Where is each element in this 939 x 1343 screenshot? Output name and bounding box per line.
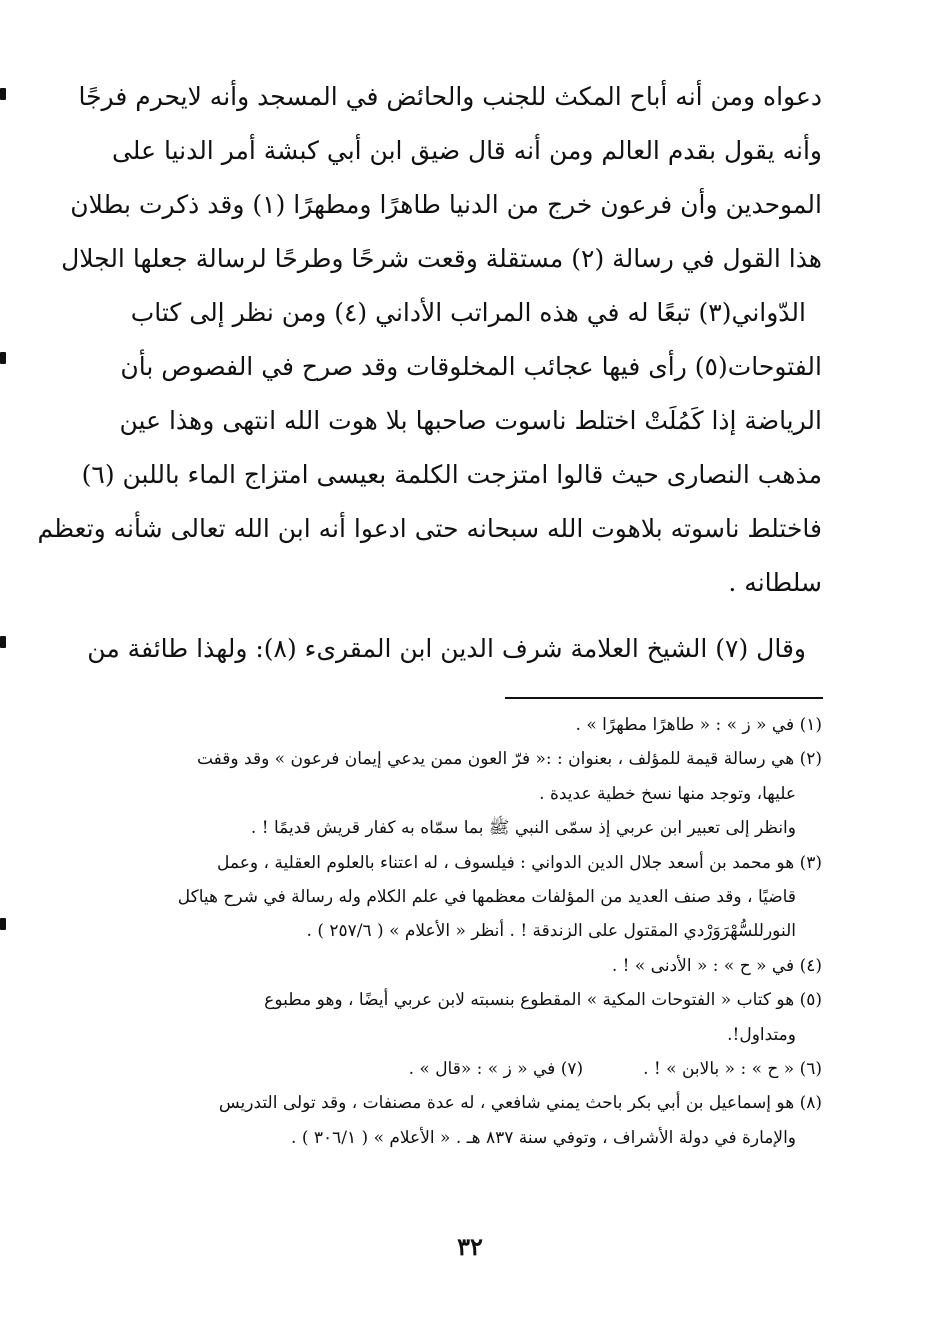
main-text-line: الرياضة إذا كَمُلَتْ اختلط ناسوت صاحبها بلا هوت الله انتهى وهذا عين <box>119 406 822 435</box>
footnote-3: (٣) هو محمد بن أسعد جلال الدين الدواني : فيلسوف ، له اعتناء بالعلوم العقلية ، وعمل <box>217 852 822 873</box>
main-text-line: مذهب النصارى حيث قالوا امتزجت الكلمة بعيسى امتزاج الماء باللبن (٦) <box>81 460 822 489</box>
footnote-3-continuation: قاضيًا ، وقد صنف العديد من المؤلفات معظمها في علم الكلام وله رسالة في شرح هياكل <box>177 886 796 907</box>
footnote-7: (٧) في « ز » : «قال » . <box>408 1058 584 1079</box>
footnote-6: (٦) « ح » : « بالابن » ! . <box>643 1058 822 1079</box>
scan-mark <box>0 918 6 930</box>
main-text-line: الدّواني(٣) تبعًا له في هذه المراتب الأداني (٤) ومن نظر إلى كتاب <box>130 298 806 327</box>
page-number: ٣٢ <box>457 1232 483 1261</box>
footnote-8: (٨) هو إسماعيل بن أبي بكر باحث يمني شافعي ، له عدة مصنفات ، وقد تولى التدريس <box>218 1093 822 1114</box>
scan-mark <box>0 352 6 364</box>
main-text-line: وقال (٧) الشيخ العلامة شرف الدين ابن المقرىء (٨): ولهذا طائفة من <box>87 634 806 663</box>
footnotes <box>118 708 822 1155</box>
main-text <box>37 70 822 676</box>
footnote-5-continuation: ومتداول!. <box>727 1024 796 1045</box>
footnotes-6-7-row <box>118 1052 822 1086</box>
main-text-line: سلطانه . <box>728 568 822 597</box>
footnote-2-continuation: وانظر إلى تعبير ابن عربي إذ سمّى النبي ﷺ بما سمّاه به كفار قريش قديمًا ! . <box>250 818 796 839</box>
footnote-2-continuation: عليها، وتوجد منها نسخ خطية عديدة . <box>539 783 796 804</box>
footnote-separator <box>505 697 823 699</box>
scan-mark <box>0 636 6 648</box>
main-text-line: فاختلط ناسوته بلاهوت الله سبحانه حتى ادعوا أنه ابن الله تعالى شأنه وتعظم <box>37 514 822 543</box>
main-text-line: دعواه ومن أنه أباح المكث للجنب والحائض في المسجد وأنه لايحرم فرجًا <box>78 82 822 111</box>
footnote-2: (٢) هي رسالة قيمة للمؤلف ، بعنوان : :« فرّ العون ممن يدعي إيمان فرعون » وقد وقفت <box>196 749 822 770</box>
footnote-1: (١) في « ز » : « طاهرًا مطهرًا » . <box>575 715 822 735</box>
scan-mark <box>0 88 6 100</box>
footnote-8-continuation: والإمارة في دولة الأشراف ، وتوفي سنة ٨٣٧ هـ . « الأعلام » ( ٣٠٦/١ ) . <box>291 1127 796 1148</box>
footnote-5: (٥) هو كتاب « الفتوحات المكية » المقطوع بنسبته لابن عربي أيضًا ، وهو مطبوع <box>264 990 822 1011</box>
footnote-3-continuation: النورللسُّهْرَوَرْدي المقتول على الزندقة ! . أنظر « الأعلام » ( ٢٥٧/٦ ) . <box>306 921 796 942</box>
main-text-line: الفتوحات(٥) رأى فيها عجائب المخلوقات وقد صرح في الفصوص بأن <box>120 352 822 381</box>
footnote-4: (٤) في « ح » : « الأدنى » ! . <box>611 955 822 976</box>
main-text-line: وأنه يقول بقدم العالم ومن أنه قال ضيق ابن أبي كبشة أمر الدنيا على <box>111 136 822 165</box>
main-text-line: هذا القول في رسالة (٢) مستقلة وقعت شرحًا وطرحًا لرسالة جعلها الجلال <box>61 244 822 273</box>
main-text-line: الموحدين وأن فرعون خرج من الدنيا طاهرًا ومطهرًا (١) وقد ذكرت بطلان <box>70 190 822 219</box>
